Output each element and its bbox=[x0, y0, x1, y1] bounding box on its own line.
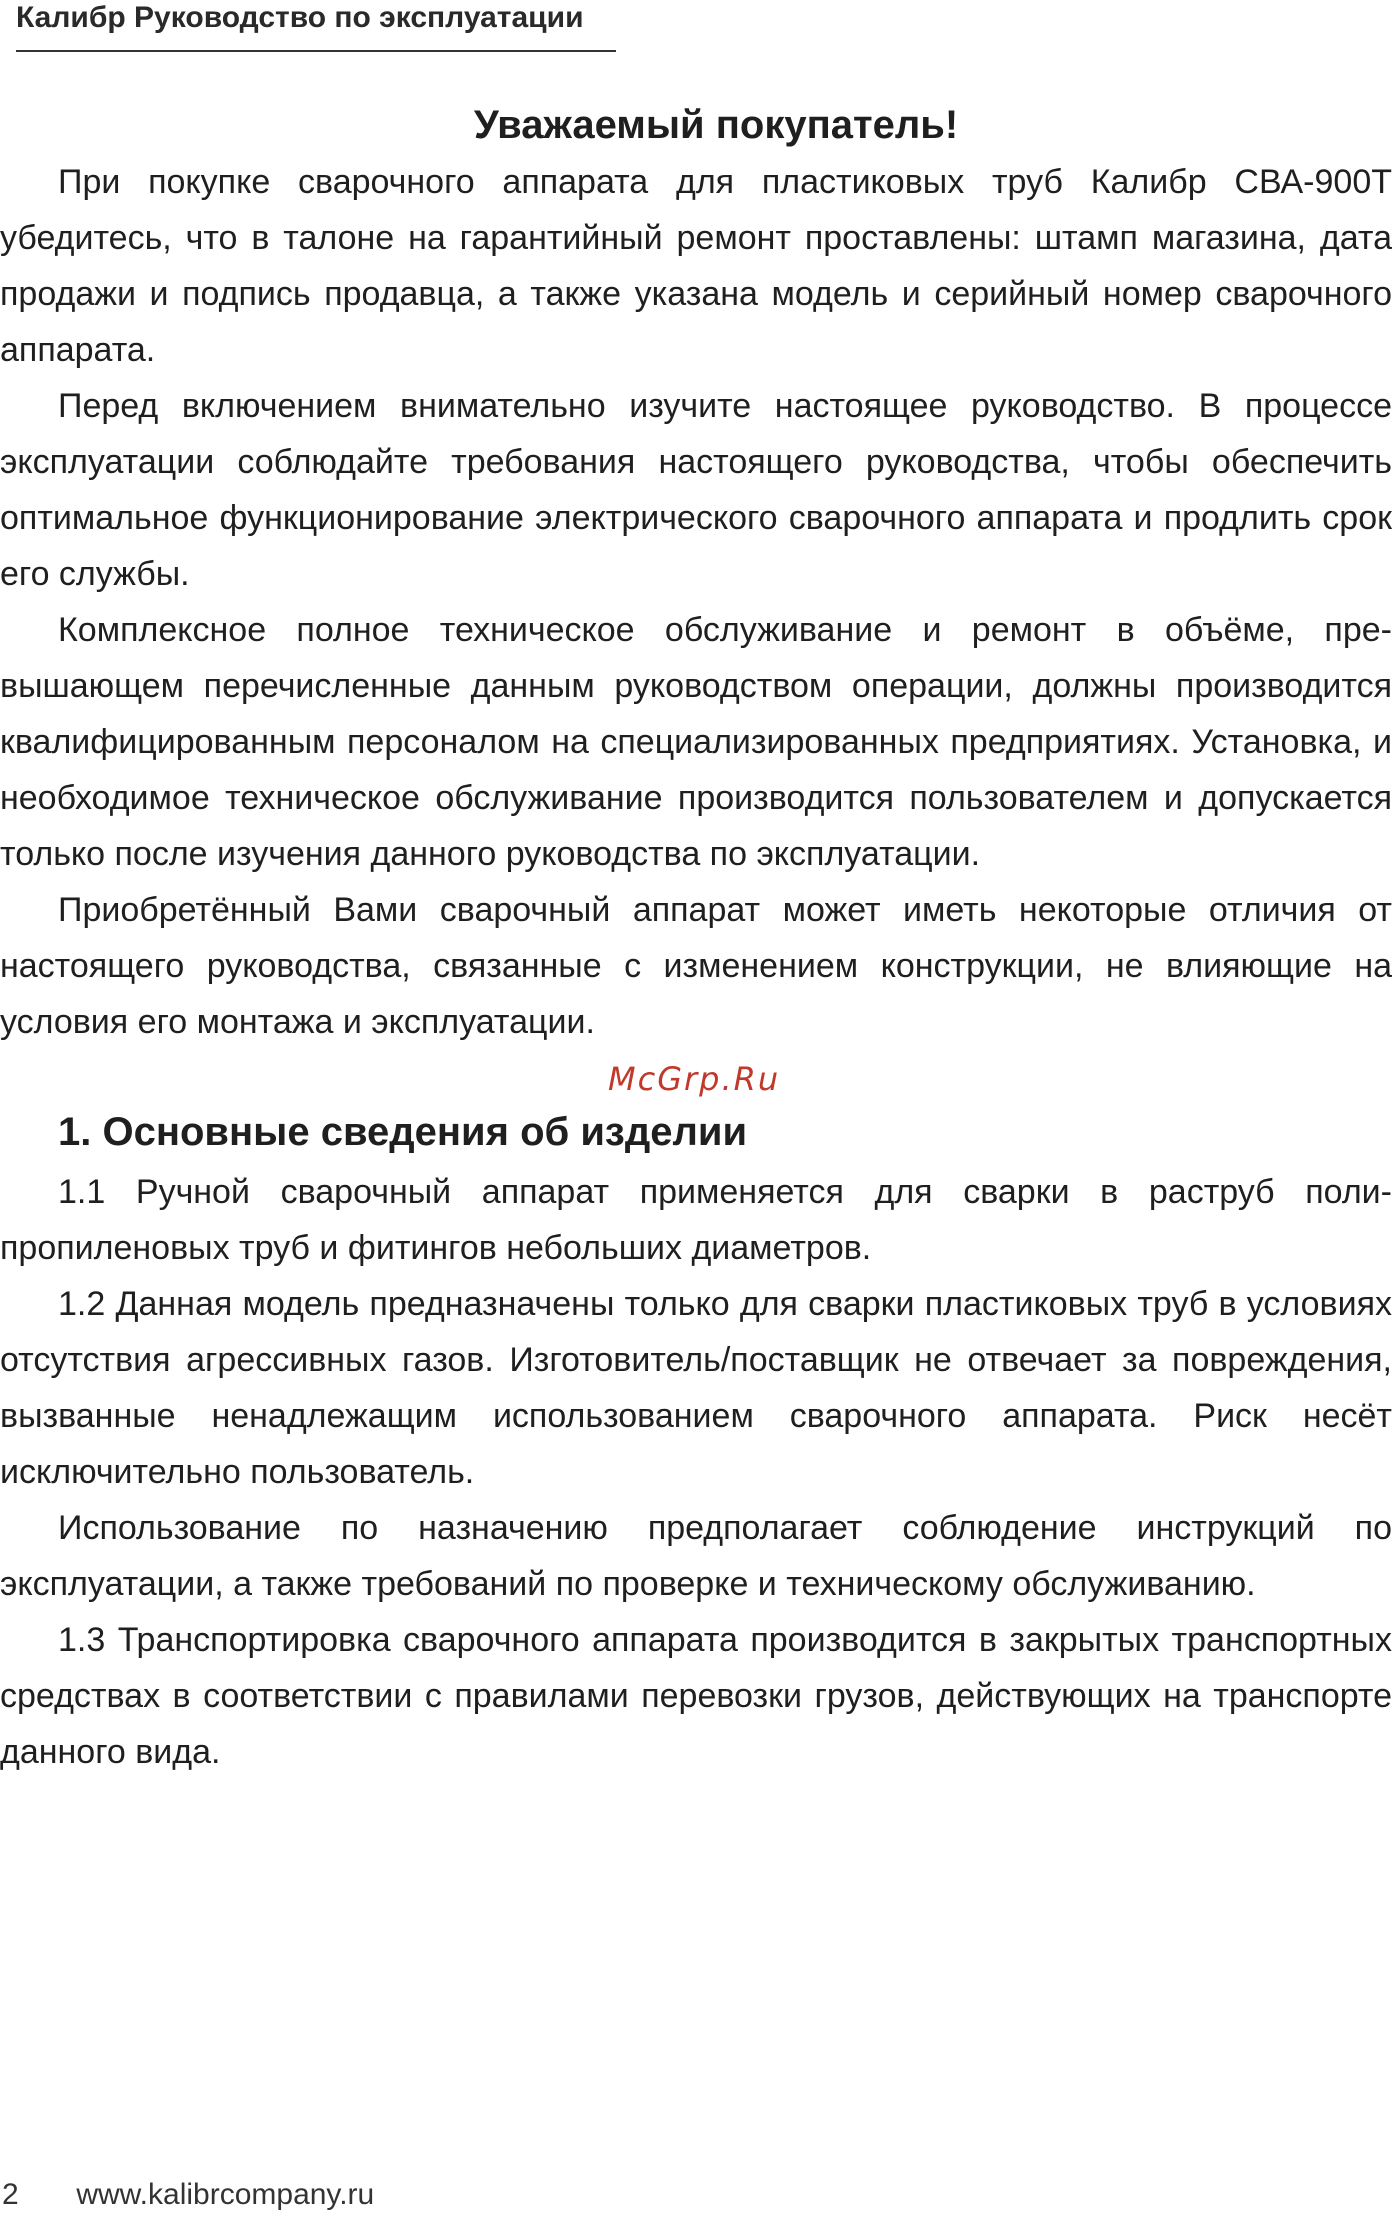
section-paragraph: 1.3 Транспортировка сварочного аппарата производится в закрытых транспортных средствах в соответствии с правилами перевозки грузов, действующих на транспорте данного вида. bbox=[0, 1621, 1392, 1771]
section-paragraph: 1.1 Ручной сварочный аппарат применяется для сварки в раструб полипропиленовых труб и фитингов небольших диаметров. bbox=[0, 1173, 1392, 1267]
page-footer bbox=[0, 2175, 600, 2215]
intro-paragraph: Приобретённый Вами сварочный аппарат может иметь некоторые отличия от настоящего руководства, связанные с изменением конструкции, не влияющие на условия его монтажа и эксплуатации. bbox=[0, 891, 1392, 1041]
watermark: McGrp.Ru bbox=[608, 1060, 781, 1098]
page-number: 2 bbox=[2, 2178, 19, 2211]
section-paragraph: 1.2 Данная модель предназначены только для сварки пластиковых труб в условиях отсутствия агрессивных газов. Изготовитель/поставщик не отвечает за повреждения, вызванные ненадлежащим использованием сварочного аппарата. Риск несёт исключительно пользователь. bbox=[0, 1285, 1392, 1491]
intro-paragraph: Перед включением внимательно изучите настоящее руководство. В процессе эксплуатации соблюдайте требования настоящего руководства, чтобы обеспечить оптимальное функционирование электрического сварочного аппарата и продлить срок его службы. bbox=[0, 387, 1392, 593]
section-paragraph: Использование по назначению предполагает соблюдение инструкций по эксплуатации, а также требований по проверке и техническому обслуживанию. bbox=[0, 1509, 1392, 1603]
website-link[interactable]: www.kalibrcompany.ru bbox=[76, 2178, 375, 2211]
running-header: Калибр Руководство по эксплуатации bbox=[16, 0, 616, 52]
page-content bbox=[0, 98, 1392, 1780]
intro-paragraph: При покупке сварочного аппарата для пластиковых труб Калибр СВА-900Т убедитесь, что в талоне на гарантийный ремонт проставлены: штамп магазина, дата продажи и подпись продавца, а также указана модель и серийный номер сварочного аппарата. bbox=[0, 163, 1392, 369]
section-title: 1. Основные сведения об изделии bbox=[58, 1110, 748, 1154]
intro-paragraph: Комплексное полное техническое обслуживание и ремонт в объёме, превышающем перечисленные данным руководством операции, должны производится квалифицированным персоналом на специализированных предприятиях. Установка, и необходимое техническое обслуживание производится пользователем и допускается только после изучения данного руководства по эксплуатации. bbox=[0, 611, 1392, 873]
greeting-heading: Уважаемый покупатель! bbox=[473, 103, 959, 147]
